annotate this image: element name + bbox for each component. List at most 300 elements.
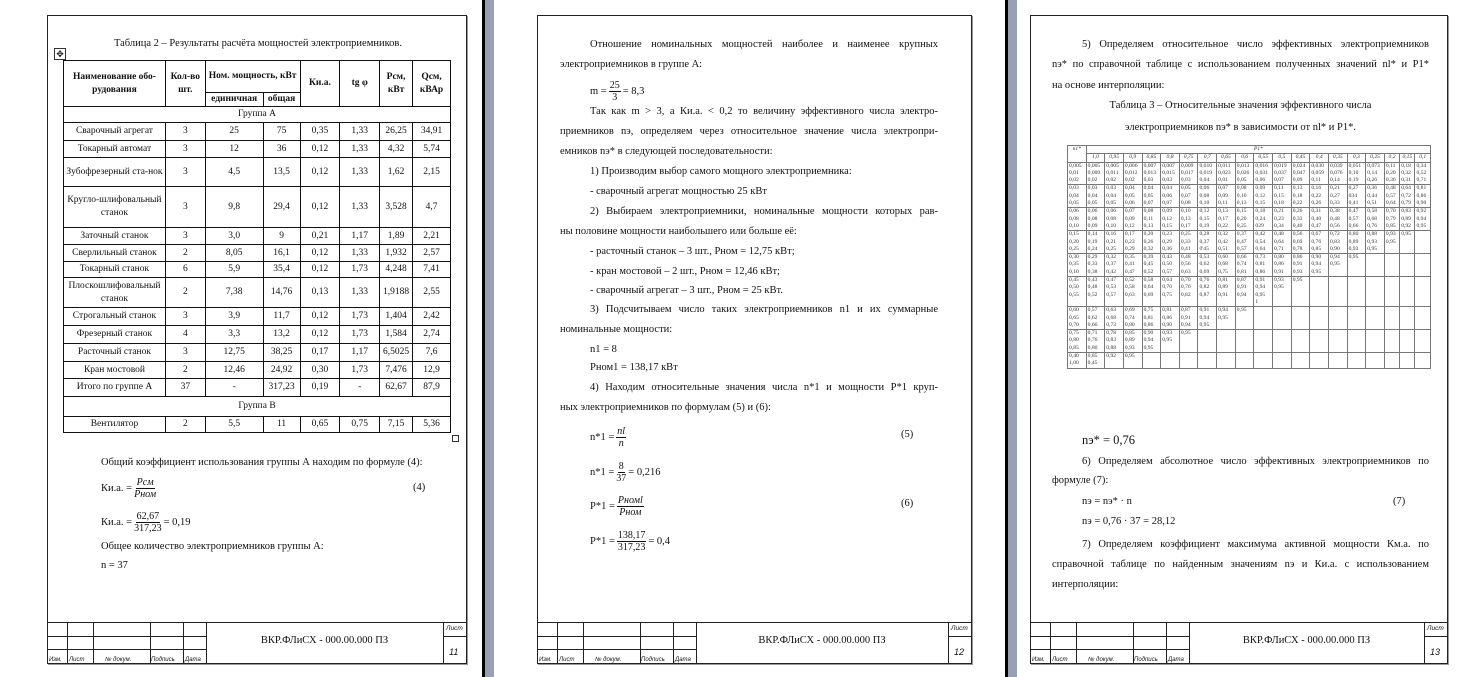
- formula-number: (7): [1393, 496, 1406, 507]
- table-row-block: [1068, 307, 1431, 330]
- table-cell: -: [205, 379, 263, 397]
- table-cell: 9,8: [205, 187, 263, 228]
- table-cell: [1328, 277, 1347, 307]
- table-row: [64, 262, 451, 278]
- denominator: Рном: [134, 489, 157, 500]
- table-cell: [1347, 353, 1366, 369]
- table-cell: 0,95: [1235, 307, 1254, 330]
- table-cell: 0,37 0,47 0,57: [1235, 231, 1254, 254]
- table-cell: 0,073 0,14 0,26: [1366, 162, 1385, 185]
- table-cell: 0,58 0,64 0,69: [1142, 277, 1161, 307]
- paragraph: n = 37: [101, 560, 128, 571]
- table-cell: Токарный автомат: [64, 141, 166, 158]
- table-cell: 0,48 0,64 0,71: [1273, 231, 1292, 254]
- numerator: 25: [609, 80, 620, 91]
- table-row: [64, 379, 451, 397]
- table-cell: Итого по группе А: [64, 379, 166, 397]
- table-cell: 0,18 0,24 029: [1254, 208, 1273, 231]
- paragraph-line: - кран мостовой – 2 шт., Рном = 12,46 кВт;: [590, 266, 780, 277]
- table-row: [64, 245, 451, 262]
- table-cell: 0,15 0,20 0,25: [1068, 231, 1087, 254]
- table-cell: 0,15 0,20 0,25: [1235, 208, 1254, 231]
- table-cell: 0,88 0,93 0,95: [1366, 231, 1385, 254]
- table-cell: 2,55: [413, 278, 451, 308]
- table-cell: 0,70 0,79 0,85: [1384, 208, 1399, 231]
- formula-5: [590, 426, 628, 449]
- document-code: ВКР.ФЛиСХ - 000.00.000 ПЗ: [758, 635, 886, 646]
- table-cell: 0,30: [300, 362, 340, 379]
- table-cell: 1,17: [340, 344, 380, 362]
- table-cell: 3: [165, 308, 205, 326]
- table-row: [64, 278, 451, 308]
- table-cell: 2,57: [413, 245, 451, 262]
- table-cell: 2,74: [413, 326, 451, 344]
- table-cell: [1400, 330, 1415, 353]
- title-block-label: Изм.: [49, 657, 62, 663]
- table-cell: [1366, 277, 1385, 307]
- table-cell: 7,6: [413, 344, 451, 362]
- table-cell: 0,04 0,05 0,07: [1142, 185, 1161, 208]
- table-row: [64, 362, 451, 379]
- table-row-block: [1068, 231, 1431, 254]
- title-block-divider: [443, 636, 466, 637]
- table-cell: 0,91 0,94 0,95 1: [1254, 277, 1273, 307]
- table-row: [64, 158, 451, 187]
- table-resize-handle-icon[interactable]: [452, 435, 459, 442]
- table-cell: 0,90 0,94 0,95: [1142, 330, 1161, 353]
- paragraph-line: - сварочный агрегат – 3 шт., Рном = 25 кВт.: [590, 285, 783, 296]
- title-block-label: Дата: [675, 657, 691, 663]
- header-cell: 1,0: [1086, 154, 1105, 162]
- table-cell: [1384, 353, 1399, 369]
- table-cell: [1384, 254, 1399, 277]
- numerator: nl: [617, 426, 626, 437]
- table-cell: Кругло-шлифовальный станок: [64, 187, 166, 228]
- table-cell: 0,67 0,76 0,85: [1310, 231, 1329, 254]
- table-cell: 29,4: [263, 187, 300, 228]
- table-cell: 0,93 0,95: [1273, 277, 1292, 307]
- table-cell: [1384, 277, 1399, 307]
- table-cell: Токарный станок: [64, 262, 166, 278]
- table-cell: [1254, 353, 1273, 369]
- table-cell: 0,95: [1123, 353, 1142, 369]
- table-cell: 0,69 0,74 0,80: [1123, 307, 1142, 330]
- formula-5-calc: [590, 461, 660, 484]
- table-cell: [1400, 277, 1415, 307]
- table-cell: 0,78 0,83 0,88: [1105, 330, 1124, 353]
- formula-result: = 0,4: [648, 535, 671, 547]
- table-cell: [1328, 353, 1347, 369]
- table-cell: 0,76 0,82 0,87: [1198, 277, 1217, 307]
- formula-6-calc: [590, 530, 670, 553]
- table-cell: 0,93 0,95: [1161, 330, 1180, 353]
- table-cell: 0,95: [1179, 330, 1198, 353]
- title-block-label: Подпись: [641, 657, 665, 663]
- table-row-block: [1068, 162, 1431, 185]
- table-cell: 0,36 0,44 0,51: [1366, 185, 1385, 208]
- table-cell: 0,95: [1400, 231, 1415, 254]
- paragraph-line: 4) Находим относительные значения числа n*1 и мощности P*1 круп-: [590, 382, 938, 393]
- denominator: 37: [616, 473, 627, 484]
- table-cell: 1,33: [340, 245, 380, 262]
- paragraph-line: 5) Определяем относительное число эффективных электроприемников: [1082, 39, 1429, 50]
- table-cell: 6: [165, 262, 205, 278]
- table-cell: [1400, 307, 1415, 330]
- table-cell: 0,21 0,27 0,33: [1328, 185, 1347, 208]
- page-number: 11: [449, 647, 459, 657]
- table-cell: 0,25 0,33 0,41: [1179, 231, 1198, 254]
- table-cell: 0,87 0,91 0,94: [1179, 307, 1198, 330]
- table-cell: 3,9: [205, 308, 263, 326]
- table-cell: 0,75: [340, 417, 380, 433]
- table-cell: 0,65: [300, 417, 340, 433]
- table3: [1067, 145, 1431, 369]
- table-cell: [1273, 353, 1292, 369]
- table-cell: 0,38 0,48 0,56: [1328, 208, 1347, 231]
- header-p1: P1*: [1086, 146, 1430, 154]
- table-row: [64, 187, 451, 228]
- paragraph-line: 3) Подсчитываем число таких электроприемников n1 и их суммарные: [590, 304, 938, 315]
- table-cell: 0,48 0,57 0,64: [1384, 185, 1399, 208]
- title-block-label: Лист: [1052, 657, 1068, 663]
- table-cell: 0,26 0,33 0,40: [1291, 208, 1310, 231]
- table-cell: 0,90 0,94 0,95: [1310, 254, 1329, 277]
- table-cell: 0,005 0,011 0,02: [1105, 162, 1124, 185]
- table-cell: 0,31 0,40 0,47: [1310, 208, 1329, 231]
- table-cell: [1347, 307, 1366, 330]
- table-cell: 2: [165, 245, 205, 262]
- paragraph-line: 7) Определяем коэффициент максимума активной мощности Км.а. по: [1082, 539, 1429, 550]
- table-cell: 0,03 0,04 0,05: [1068, 185, 1087, 208]
- table-cell: 0,13 0,17 0,22: [1217, 208, 1236, 231]
- formula-7: nэ = nэ* · n: [1082, 496, 1132, 507]
- table-cell: [1254, 307, 1273, 330]
- paragraph-line: электроприемников в группе А:: [560, 59, 703, 70]
- paragraph-line: на основе интерполяции:: [1052, 80, 1165, 91]
- table-cell: 0,12: [300, 245, 340, 262]
- numerator: 138,17: [617, 530, 646, 541]
- table-cell: 3: [165, 158, 205, 187]
- table-cell: 0,27 034 0,41: [1347, 185, 1366, 208]
- table-cell: 3,3: [205, 326, 263, 344]
- paragraph-line: nэ* по справочной таблице с использованием полученных значений nl* и P1*: [1052, 59, 1429, 70]
- table-cell: 4,248: [380, 262, 413, 278]
- table-cell: 0,12: [300, 141, 340, 158]
- table-row: [64, 228, 451, 245]
- paragraph-line: Отношение номинальных мощностей наиболее и наименее крупных: [590, 39, 938, 50]
- table-cell: 0,83 0,89 0,92: [1400, 208, 1415, 231]
- table-cell: 5,74: [413, 141, 451, 158]
- table-cell: 3: [165, 228, 205, 245]
- table-row-block: [1068, 208, 1431, 231]
- formula-m: [590, 80, 644, 103]
- header-nom: Ном. мощность, кВт: [205, 61, 300, 93]
- formula-lhs: P*1 =: [590, 535, 615, 547]
- formula-4: [101, 477, 158, 500]
- table-cell: 0,64 0,70 0,75: [1161, 277, 1180, 307]
- table2-caption: Таблица 2 – Результаты расчёта мощностей электроприемников.: [113, 38, 402, 49]
- table-cell: 13,5: [263, 158, 300, 187]
- table-cell: [1142, 353, 1161, 369]
- table-cell: 0,32 0,42 0,51: [1217, 231, 1236, 254]
- title-block-label: Изм.: [1032, 657, 1045, 663]
- table-cell: 1,9188: [380, 278, 413, 308]
- table-cell: [1415, 330, 1431, 353]
- header-cell: 0,5: [1273, 154, 1292, 162]
- table-cell: [1235, 353, 1254, 369]
- table-cell: 0,60 0,68 0,75: [1217, 254, 1236, 277]
- table-cell: 1,17: [340, 228, 380, 245]
- table-cell: 62,67: [380, 379, 413, 397]
- table-cell: 8,05: [205, 245, 263, 262]
- table-cell: 0,66 0,74 0,81: [1235, 254, 1254, 277]
- table-row: [64, 417, 451, 433]
- table-cell: 0,81 0,86 0,90: [1415, 185, 1431, 208]
- header-cell: 0,45: [1291, 154, 1310, 162]
- table-cell: 2,15: [413, 158, 451, 187]
- table-cell: 0,07 0,09 0,12: [1123, 208, 1142, 231]
- title-block-label: Дата: [1168, 657, 1184, 663]
- table-cell: 0,87 0,91 0,94: [1235, 277, 1254, 307]
- paragraph-line: Pном1 = 138,17 кВт: [590, 362, 678, 373]
- table-cell: 0,32 0,37 0,42: [1105, 254, 1124, 277]
- table-move-handle-icon[interactable]: ✥: [54, 48, 66, 60]
- table-cell: 0,39 0,45 0,52: [1142, 254, 1161, 277]
- table-cell: [1291, 330, 1310, 353]
- table-cell: 317,23: [263, 379, 300, 397]
- table-cell: [1161, 353, 1180, 369]
- table-cell: 2: [165, 417, 205, 433]
- table-row: [64, 308, 451, 326]
- table-cell: Зубофрезерный ста-нок: [64, 158, 166, 187]
- table-cell: 0,48 0,56 0,63: [1179, 254, 1198, 277]
- table-cell: 12,75: [205, 344, 263, 362]
- table-cell: 4,5: [205, 158, 263, 187]
- table-cell: [1366, 307, 1385, 330]
- table-cell: 87,9: [413, 379, 451, 397]
- formula-lhs: Ки.а. =: [101, 482, 133, 494]
- table-cell: 0,56 0,69 0,78: [1291, 231, 1310, 254]
- table-cell: 0,039 0,076 0,14: [1328, 162, 1347, 185]
- page-number: 13: [1430, 647, 1441, 657]
- table-cell: [1254, 330, 1273, 353]
- table-cell: 0,40 1,00: [1068, 353, 1087, 369]
- table-cell: 0,94 0,95: [1328, 254, 1347, 277]
- formula-4-calc: [101, 511, 191, 534]
- document-code: ВКР.ФЛиСХ - 000.00.000 ПЗ: [1242, 635, 1371, 646]
- paragraph-line: - сварочный агрегат мощностью 25 кВт: [590, 186, 767, 197]
- table-cell: [1366, 353, 1385, 369]
- formula-result: = 8,3: [622, 85, 645, 97]
- table-cell: 0,94 0,95: [1217, 307, 1236, 330]
- table-cell: 1,73: [340, 308, 380, 326]
- table-cell: 0,29 0,33 0,38: [1086, 254, 1105, 277]
- title-block-label: Лист: [559, 657, 575, 663]
- table-cell: [1400, 353, 1415, 369]
- table-cell: 0,05 0,07 0,08: [1179, 185, 1198, 208]
- title-block-divider: [1030, 649, 1189, 650]
- table-cell: 0,03 0,04 0,05: [1086, 185, 1105, 208]
- table-row-block: [1068, 330, 1431, 353]
- table-cell: 0,06 0,08 0,10: [1068, 208, 1087, 231]
- header-cell: 0,7: [1198, 154, 1217, 162]
- title-block-divider: [47, 636, 206, 637]
- table-cell: 0,47 0,53 0,57: [1105, 277, 1124, 307]
- table-cell: 0,12: [300, 308, 340, 326]
- table-cell: 6,5025: [380, 344, 413, 362]
- denominator: n: [618, 438, 624, 449]
- table-cell: 0,019 0,037 0,07: [1273, 162, 1292, 185]
- table-cell: 0,91 0,94 0,95: [1198, 307, 1217, 330]
- table-cell: [1179, 353, 1198, 369]
- header-cell: 0,25: [1366, 154, 1385, 162]
- table-cell: 0,86 0,91 0,93: [1291, 254, 1310, 277]
- table-cell: 5,9: [205, 262, 263, 278]
- header-cell: 0,2: [1384, 154, 1399, 162]
- table-cell: 37: [165, 379, 205, 397]
- table-cell: 0,80 0,86 0,91: [1273, 254, 1292, 277]
- title-block-label: № докум.: [595, 657, 622, 663]
- formula-6: [590, 495, 646, 518]
- table-cell: Сверлильный станок: [64, 245, 166, 262]
- header-cell: 0,3: [1347, 154, 1366, 162]
- table-cell: 4: [165, 326, 205, 344]
- table-cell: [1310, 307, 1329, 330]
- header-cell: 0,15: [1400, 154, 1415, 162]
- table-cell: [1310, 330, 1329, 353]
- table-cell: Строгальный станок: [64, 308, 166, 326]
- title-block-label: Лист: [69, 657, 85, 663]
- numerator: 8: [618, 461, 624, 472]
- header-cell: 0,55: [1254, 154, 1273, 162]
- table-cell: [1415, 307, 1431, 330]
- header-tg: tg φ: [340, 61, 380, 107]
- table-cell: 7,38: [205, 278, 263, 308]
- table-cell: 3: [165, 187, 205, 228]
- header-cell: 0,65: [1217, 154, 1236, 162]
- table-cell: 0,43 0,48 0,52: [1086, 277, 1105, 307]
- table-cell: -: [340, 379, 380, 397]
- table-cell: 9: [263, 228, 300, 245]
- formula-lhs: n*1 =: [590, 431, 615, 443]
- table-cell: 0,58 0,68 0,76: [1366, 208, 1385, 231]
- result-value: nэ* = 0,76: [1082, 433, 1136, 447]
- document-code: ВКР.ФЛиСХ - 000.00.000 ПЗ: [260, 635, 389, 646]
- header-cell: 0,9: [1123, 154, 1142, 162]
- paragraph-line: 1) Производим выбор самого мощного электроприемника:: [590, 166, 852, 177]
- numerator: 62,67: [136, 511, 160, 522]
- table-cell: 0,06 0,08 0,09: [1086, 208, 1105, 231]
- sheet-label: Лист: [1427, 625, 1444, 632]
- table-cell: 0,12: [300, 326, 340, 344]
- table-cell: [1310, 353, 1329, 369]
- table-cell: 0,20 0,26 0,32: [1142, 231, 1161, 254]
- table-cell: 1,73: [340, 362, 380, 379]
- table-cell: 1,62: [380, 158, 413, 187]
- table-cell: 2: [165, 278, 205, 308]
- table-cell: 0,45 0,50 0,55: [1068, 277, 1087, 307]
- table-cell: 1,33: [340, 123, 380, 141]
- table-row-block: [1068, 277, 1431, 307]
- table-cell: 0,53 0,62 0,69: [1198, 254, 1217, 277]
- table-cell: [1328, 330, 1347, 353]
- table-cell: 25: [205, 123, 263, 141]
- paragraph-line: ных электроприемников по формулам (5) и (6):: [560, 402, 771, 413]
- table-row: [64, 326, 451, 344]
- table-cell: 4,7: [413, 187, 451, 228]
- header-cell: 0,95: [1105, 154, 1124, 162]
- table-cell: 1,73: [340, 326, 380, 344]
- table-cell: 1,33: [340, 158, 380, 187]
- header-cell: 0,6: [1235, 154, 1254, 162]
- sheet-label: Лист: [951, 625, 968, 632]
- header-total: общая: [263, 93, 300, 107]
- table-cell: 5,36: [413, 417, 451, 433]
- paragraph-line: электроприемников nэ* в зависимости от nl* и P1*.: [1125, 122, 1356, 133]
- table-cell: 0,12: [300, 187, 340, 228]
- table-cell: 0,21 0,23 0,34: [1273, 208, 1292, 231]
- paragraph: Общий коэффициент использования группы А находим по формуле (4):: [101, 457, 423, 468]
- table-cell: 1,584: [380, 326, 413, 344]
- header-cell: 0,8: [1161, 154, 1180, 162]
- table-cell: Расточный станок: [64, 344, 166, 362]
- table-cell: [1415, 254, 1431, 277]
- title-block-divider: [47, 649, 206, 650]
- paragraph-line: 6) Определяем абсолютное число эффективных электроприемников по: [1082, 456, 1429, 467]
- table-cell: 11: [263, 417, 300, 433]
- title-block-divider: [948, 636, 971, 637]
- table-cell: 0,19: [300, 379, 340, 397]
- header-cell: 0,1: [1415, 154, 1431, 162]
- table-cell: 0,009 0,017 0,03: [1179, 162, 1198, 185]
- table-cell: 0,030 0,059 0,11: [1310, 162, 1329, 185]
- formula-lhs: n*1 =: [590, 466, 615, 478]
- paragraph-line: емников nэ* в следующей последовательности:: [560, 146, 773, 157]
- table-cell: 34,91: [413, 123, 451, 141]
- formula-lhs: P*1 =: [590, 500, 615, 512]
- table-cell: 7,41: [413, 262, 451, 278]
- table-cell: 0,006 0,012 0,02: [1123, 162, 1142, 185]
- table-cell: 0,35: [300, 123, 340, 141]
- table-cell: 0,95: [1347, 254, 1366, 277]
- table-cell: 5,5: [205, 417, 263, 433]
- table-cell: 0,005 0,009 0,02: [1086, 162, 1105, 185]
- table-cell: 0,81 0,89 0,91: [1217, 277, 1236, 307]
- table-cell: [1384, 307, 1399, 330]
- table-cell: 3,528: [380, 187, 413, 228]
- table-cell: [1291, 353, 1310, 369]
- table-cell: 0,007 0,015 0,03: [1161, 162, 1180, 185]
- header-unit: единичная: [205, 93, 263, 107]
- table-cell: 2,42: [413, 308, 451, 326]
- table-cell: 2,21: [413, 228, 451, 245]
- table-cell: 0,09 0,12 0,15: [1161, 208, 1180, 231]
- header-qty: Кол-во шт.: [165, 61, 205, 107]
- table-cell: Вентилятор: [64, 417, 166, 433]
- formula-number: (6): [901, 498, 914, 509]
- paragraph-line: - расточный станок – 3 шт., Рном = 12,75 кВт;: [590, 246, 795, 257]
- table-cell: 0,09 0,12 0,15: [1254, 185, 1273, 208]
- table-cell: 0,35 0,41 0,47: [1123, 254, 1142, 277]
- table-cell: 0,07 0,09 0,11: [1217, 185, 1236, 208]
- table-cell: [1198, 330, 1217, 353]
- table-cell: 0,92 0,94 0,95: [1415, 208, 1431, 231]
- table-cell: 0,85 0,45: [1086, 353, 1105, 369]
- table-cell: 3: [165, 344, 205, 362]
- table-cell: 0,16 0,21 0,25: [1105, 231, 1124, 254]
- table-cell: 7,476: [380, 362, 413, 379]
- table-cell: 0,12 0,15 0,19: [1198, 208, 1217, 231]
